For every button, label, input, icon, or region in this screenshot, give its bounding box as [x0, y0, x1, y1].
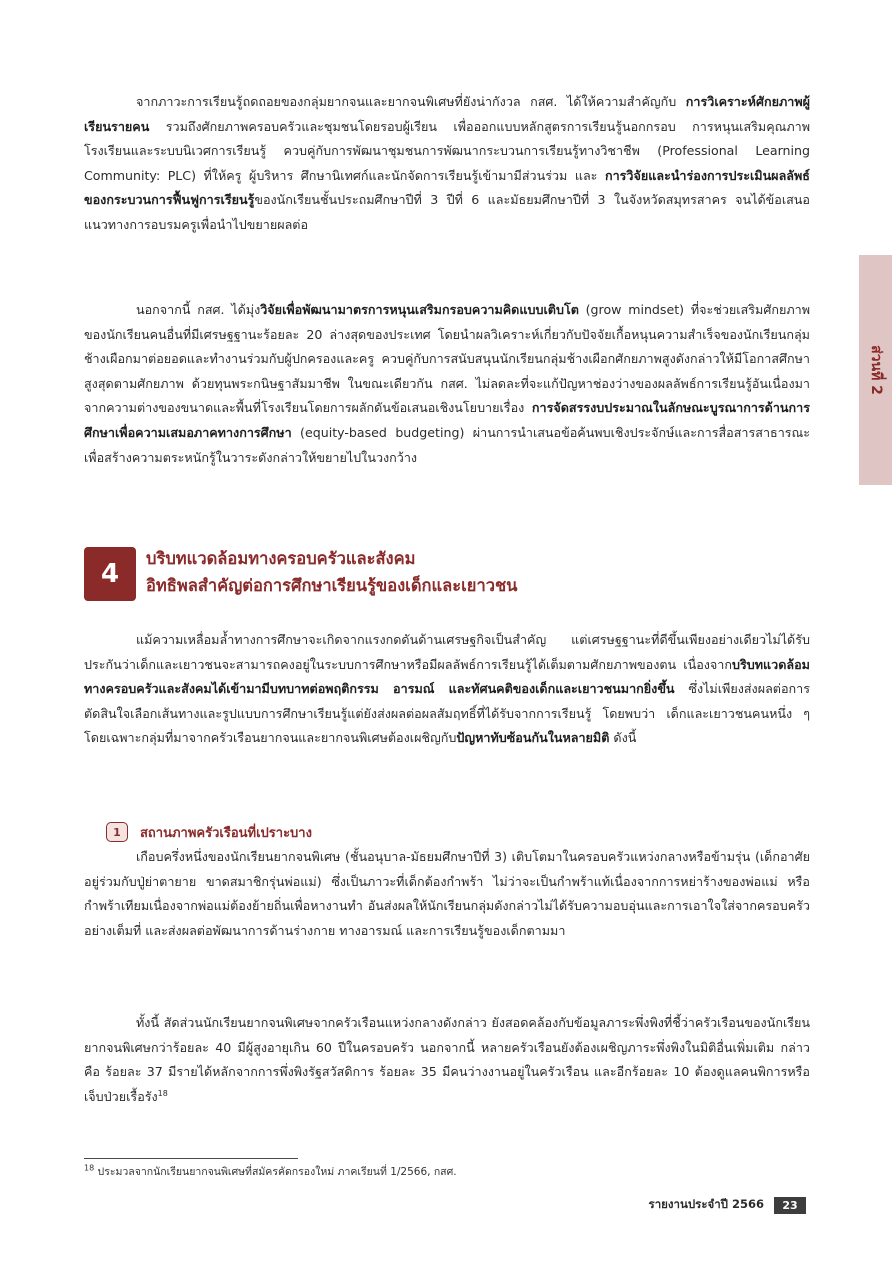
section-title-line-1: บริบทแวดล้อมทางครอบครัวและสังคม	[146, 549, 416, 568]
para2-text-3: (equity-based budgeting) ผ่านการนำเสนอข้อค้นพบเชิงประจักษ์และการสื่อสารสาธารณะเพื่อสร้างความตระหนักรู้ในวาระดังกล่าวให้ขยายไปในวงกว้าง	[84, 424, 810, 465]
side-section-tab	[859, 255, 892, 485]
footnote-number: 18	[84, 1163, 95, 1173]
subsection-heading	[106, 822, 312, 842]
para3-text-2: ซึ่งไม่เพียงส่งผลต่อการตัดสินใจเลือกเส้นทางและรูปแบบการศึกษาเรียนรู้แต่ยังส่งผลต่อผลสัมฤทธิ์ที่ได้รับจากการเรียนรู้ โดยพบว่า เด็กและเยาวชนคนหนึ่ง ๆ โดยเฉพาะกลุ่มที่มาจากครัวเรือนยากจนและยากจนพิเศษต้องเผชิญกับ	[84, 681, 810, 746]
para3-text-1: แม้ความเหลื่อมล้ำทางการศึกษาจะเกิดจากแรงกดดันด้านเศรษฐกิจเป็นสำคัญ แต่เศรษฐฐานะที่ดีขึ้นเพียงอย่างเดียวไม่ได้รับประกันว่าเด็กและเยาวชนจะสามารถคงอยู่ในระบบการศึกษาหรือมีผลลัพธ์การเรียนรู้ได้เต็มตามศักยภาพของตน เนื่องจาก	[84, 632, 810, 672]
section-title	[146, 545, 517, 599]
para3-text-3: ดังนี้	[609, 730, 637, 746]
side-section-tab-label: ส่วนที่ 2	[867, 345, 884, 395]
para2-text-1: นอกจากนี้ กสศ. ได้มุ่ง	[136, 302, 261, 317]
subsection-title: สถานภาพครัวเรือนที่เปราะบาง	[140, 825, 312, 841]
para3-bold-2: ปัญหาทับซ้อนกันในหลายมิติ	[456, 730, 610, 746]
footer-report-label: รายงานประจำปี 2566	[648, 1197, 764, 1211]
section-title-line-2: อิทธิพลสำคัญต่อการศึกษาเรียนรู้ของเด็กและเยาวชน	[146, 576, 518, 595]
para2-text-2: (grow mindset) ที่จะช่วยเสริมศักยภาพของนักเรียนคนอื่นที่มีเศรษฐฐานะร้อยละ 20 ล่างสุดของประเทศ โดยนำผลวิเคราะห์เกี่ยวกับปัจจัยเกื้อหนุนความสำเร็จของนักเรียนกลุ่มช้างเผือกมาต่อยอดและทำงานร่วมกับผู้ปกครองและครู ควบคู่กับการสนับสนุนนักเรียนกลุ่มช้างเผือกศักยภาพสูงดังกล่าวให้มีโอกาสศึกษาสูงสุดตามศักยภาพ ด้วยทุนพระกนิษฐาสัมมาชีพ ในขณะเดียวกัน กสศ. ไม่ลดละที่จะแก้ปัญหาช่องว่างของผลลัพธ์การเรียนรู้อันเนื่องมาจากความต่างของขนาดและพื้นที่โรงเรียนโดยการผลักดันข้อเสนอเชิงนโยบายเรื่อง	[84, 302, 810, 416]
para1-text-3: ของนักเรียนชั้นประถมศึกษาปีที่ 3 ปีที่ 6 และมัธยมศึกษาปีที่ 3 ในจังหวัดสมุทรสาคร จนได้ข้อเสนอแนวทางการอบรมครูเพื่อนำไปขยายผลต่อ	[84, 192, 810, 232]
page-footer	[649, 1196, 806, 1214]
para4-text: เกือบครึ่งหนึ่งของนักเรียนยากจนพิเศษ (ชั้นอนุบาล-มัธยมศึกษาปีที่ 3) เติบโตมาในครอบครัวแหว่งกลางหรือข้ามรุ่น (เด็กอาศัยอยู่ร่วมกับปู่ย่าตายาย ขาดสมาชิกรุ่นพ่อแม่) ซึ่งเป็นภาวะที่เด็กต้องกำพร้า ไม่ว่าจะเป็นกำพร้าแท้เนื่องจากการหย่าร้างของพ่อแม่ หรือกำพร้าเทียมเนื่องจากพ่อแม่ต้องย้ายถิ่นเพื่อหางานทำ อันส่งผลให้นักเรียนกลุ่มดังกล่าวไม่ได้รับความอบอุ่นและการเอาใจใส่จากครอบครัวอย่างเต็มที่ และส่งผลต่อพัฒนาการด้านร่างกาย ทางอารมณ์ และการเรียนรู้ของเด็กตามมา	[84, 849, 810, 938]
paragraph-learning-loss	[84, 90, 810, 238]
subsection-number-badge: 1	[106, 822, 128, 842]
section-heading	[84, 545, 810, 605]
para2-bold-1: วิจัยเพื่อพัฒนามาตรการหนุนเสริมกรอบความคิดแบบเติบโต	[260, 302, 579, 317]
paragraph-grow-mindset	[84, 298, 810, 470]
paragraph-family-context	[84, 628, 810, 751]
footnote-text: ประมวลจากนักเรียนยากจนพิเศษที่สมัครคัดกรองใหม่ ภาคเรียนที่ 1/2566, กสศ.	[94, 1166, 457, 1178]
para2-bold-2: การจัดสรรงบประมาณในลักษณะบูรณาการด้านการศึกษาเพื่อความเสมอภาคทางการศึกษา	[84, 400, 810, 440]
section-number-badge: 4	[84, 547, 136, 601]
para1-bold-2: การวิจัยและนำร่องการประเมินผลลัพธ์ของกระบวนการฟื้นฟูการเรียนรู้	[84, 167, 810, 208]
para3-bold-1: บริบทแวดล้อมทางครอบครัวและสังคมได้เข้ามามีบทบาทต่อพฤติกรรม อารมณ์ และทัศนคติของเด็กและเยาวชนมากยิ่งขึ้น	[84, 656, 810, 697]
para5-text: ทั้งนี้ สัดส่วนนักเรียนยากจนพิเศษจากครัวเรือนแหว่งกลางดังกล่าว ยังสอดคล้องกับข้อมูลภาระพึ่งพิงที่ชี้ว่าครัวเรือนของนักเรียนยากจนพิเศษกว่าร้อยละ 40 มีผู้สูงอายุเกิน 60 ปีในครอบครัว นอกจากนี้ หลายครัวเรือนยังต้องเผชิญภาระพึ่งพิงในมิติอื่นเพิ่มเติม กล่าวคือ ร้อยละ 37 มีรายได้หลักจากการพึ่งพิงรัฐสวัสดิการ ร้อยละ 35 มีคนว่างงานอยู่ในครัวเรือน และอีกร้อยละ 10 ต้องดูแลคนพิการหรือเจ็บป่วยเรื้อรัง	[84, 1015, 810, 1104]
footnote-reference[interactable]: 18	[157, 1088, 168, 1098]
footnote-divider	[84, 1158, 298, 1159]
page-number: 23	[774, 1197, 806, 1214]
footnote	[84, 1164, 810, 1180]
para1-text-1: จากภาวะการเรียนรู้ถดถอยของกลุ่มยากจนและยากจนพิเศษที่ยังน่ากังวล กสศ. ได้ให้ความสำคัญกับ	[136, 94, 686, 109]
para1-text-2: รวมถึงศักยภาพครอบครัวและชุมชนโดยรอบผู้เรียน เพื่อออกแบบหลักสูตรการเรียนรู้นอกกรอบ การหนุนเสริมคุณภาพโรงเรียนและระบบนิเวศการเรียนรู้ ควบคู่กับการพัฒนาชุมชนการพัฒนากระบวนการเรียนรู้ทางวิชาชีพ (Professional Learning Community: PLC) ที่ให้ครู ผู้บริหาร ศึกษานิเทศก์และนักจัดการเรียนรู้เข้ามามีส่วนร่วม และ	[84, 118, 810, 183]
paragraph-vulnerable-household	[84, 845, 810, 943]
para1-bold-1: การวิเคราะห์ศักยภาพผู้เรียนรายคน	[84, 94, 810, 134]
paragraph-dependency	[84, 1011, 810, 1109]
